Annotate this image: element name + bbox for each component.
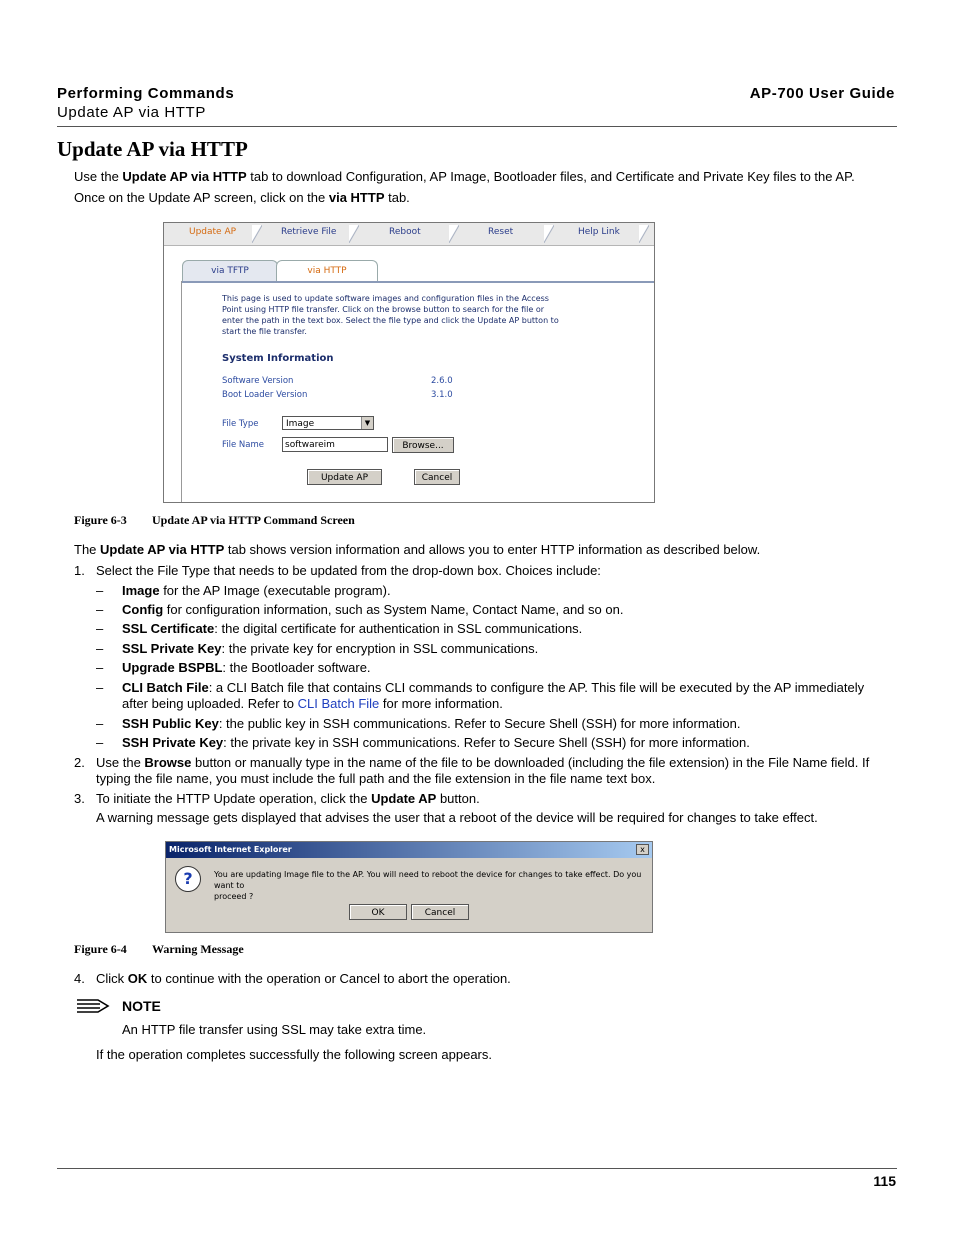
chevron-down-icon[interactable]: ▼	[361, 417, 373, 429]
description-line: Point using HTTP file transfer. Click on the browse button to search for the file or	[222, 305, 545, 314]
choice-item: – Image for the AP Image (executable program).	[96, 583, 391, 598]
bootloader-version-label: Boot Loader Version	[222, 390, 308, 400]
choice-item: – Config for configuration information, such as System Name, Contact Name, and so on.	[96, 602, 624, 617]
tab-separator	[544, 225, 554, 243]
step-number: 3.	[74, 791, 85, 806]
step-2-text: Use the Browse button or manually type in the name of the file to be downloaded (including the file extension) in the File Name field. If	[96, 755, 870, 770]
software-version-label: Software Version	[222, 376, 294, 386]
subtab-via-http[interactable]: via HTTP	[276, 260, 378, 281]
section-heading: Update AP via HTTP	[57, 104, 206, 121]
chapter-heading: Performing Commands	[57, 85, 235, 102]
ok-button[interactable]: OK	[349, 904, 407, 920]
header-rule	[57, 126, 897, 127]
step-number: 1.	[74, 563, 85, 578]
update-ap-button[interactable]: Update AP	[307, 469, 382, 485]
tab-retrieve-file[interactable]: Retrieve File	[281, 227, 337, 237]
subtab-underline	[181, 281, 654, 283]
choice-item-cli-continued: after being uploaded. Refer to CLI Batch File for more information.	[122, 696, 503, 711]
dialog-message: You are updating Image file to the AP. You will need to reboot the device for changes to take effect. Do you want to proceed ?	[214, 870, 642, 901]
footer-rule	[57, 1168, 897, 1169]
dialog-cancel-button[interactable]: Cancel	[411, 904, 469, 920]
bootloader-version-value: 3.1.0	[431, 390, 453, 400]
choice-item-cli: – CLI Batch File: a CLI Batch file that contains CLI commands to configure the AP. This file will be executed by the AP immediately	[96, 680, 865, 695]
tab-reset[interactable]: Reset	[488, 227, 514, 237]
note-label: NOTE	[122, 998, 161, 1014]
choice-item: – SSH Public Key: the public key in SSH communications. Refer to Secure Shell (SSH) for more information.	[96, 716, 741, 731]
dialog-title: Microsoft Internet Explorer	[166, 842, 652, 858]
file-name-input[interactable]: softwareim	[282, 437, 388, 452]
step-3-note: A warning message gets displayed that advises the user that a reboot of the device will be required for changes to take effect.	[96, 810, 818, 825]
tab-separator	[449, 225, 459, 243]
description-line: enter the path in the text box. Select the file type and click the Update AP button to	[222, 316, 559, 325]
browse-button[interactable]: Browse...	[392, 437, 454, 453]
step-number: 2.	[74, 755, 85, 770]
intro-paragraph-1: Use the Update AP via HTTP tab to download Configuration, AP Image, Bootloader files, and Certificate and Private Key files to the AP.	[74, 169, 855, 184]
step-number: 4.	[74, 971, 85, 986]
page-number: 115	[873, 1173, 896, 1189]
close-icon[interactable]: x	[636, 844, 649, 855]
question-icon: ?	[175, 866, 201, 892]
panel-border	[181, 281, 182, 502]
cli-batch-file-link[interactable]: CLI Batch File	[297, 696, 380, 711]
note-arrow-icon	[76, 998, 110, 1014]
step-2-text-continued: typing the file name, you must include the full path and the file extension in the file name text box.	[96, 771, 656, 786]
system-information-heading: System Information	[222, 353, 334, 364]
main-tab-bar	[164, 223, 654, 246]
choice-item: – Upgrade BSPBL: the Bootloader software.	[96, 660, 371, 675]
tab-update-ap[interactable]: Update AP	[189, 227, 237, 237]
intro-paragraph-2: Once on the Update AP screen, click on the via HTTP tab.	[74, 190, 410, 205]
guide-title: AP-700 User Guide	[749, 85, 895, 102]
tab-separator	[252, 225, 262, 243]
description-line: This page is used to update software images and configuration files in the Access	[222, 294, 549, 303]
file-type-select[interactable]	[282, 416, 374, 430]
file-type-value: Image	[286, 419, 315, 429]
figure-caption-2: Figure 6-4 Warning Message	[74, 942, 244, 956]
warning-dialog-screenshot	[165, 841, 653, 933]
update-ap-screenshot	[163, 222, 655, 503]
figure-caption-1: Figure 6-3 Update AP via HTTP Command Screen	[74, 513, 355, 527]
choice-item: – SSL Private Key: the private key for encryption in SSL communications.	[96, 641, 539, 656]
page-title: Update AP via HTTP	[57, 137, 248, 161]
step-1-text: Select the File Type that needs to be updated from the drop-down box. Choices include:	[96, 563, 601, 578]
note-text: An HTTP file transfer using SSL may take extra time.	[122, 1022, 427, 1037]
file-type-label: File Type	[222, 419, 259, 429]
tab-separator	[349, 225, 359, 243]
choice-item: – SSL Certificate: the digital certificate for authentication in SSL communications.	[96, 621, 583, 636]
body-intro: The Update AP via HTTP tab shows version information and allows you to enter HTTP information as described below.	[74, 542, 761, 557]
subtab-via-tftp[interactable]: via TFTP	[182, 260, 278, 281]
software-version-value: 2.6.0	[431, 376, 453, 386]
closing-text: If the operation completes successfully the following screen appears.	[96, 1047, 492, 1062]
description-line: start the file transfer.	[222, 327, 307, 336]
step-4-text: Click OK to continue with the operation or Cancel to abort the operation.	[96, 971, 511, 986]
step-3-text: To initiate the HTTP Update operation, click the Update AP button.	[96, 791, 480, 806]
file-name-label: File Name	[222, 440, 265, 450]
tab-help-link[interactable]: Help Link	[578, 227, 620, 237]
choice-item: – SSH Private Key: the private key in SSH communications. Refer to Secure Shell (SSH) for more information.	[96, 735, 750, 750]
tab-reboot[interactable]: Reboot	[389, 227, 421, 237]
cancel-button[interactable]: Cancel	[414, 469, 460, 485]
tab-separator	[639, 225, 649, 243]
